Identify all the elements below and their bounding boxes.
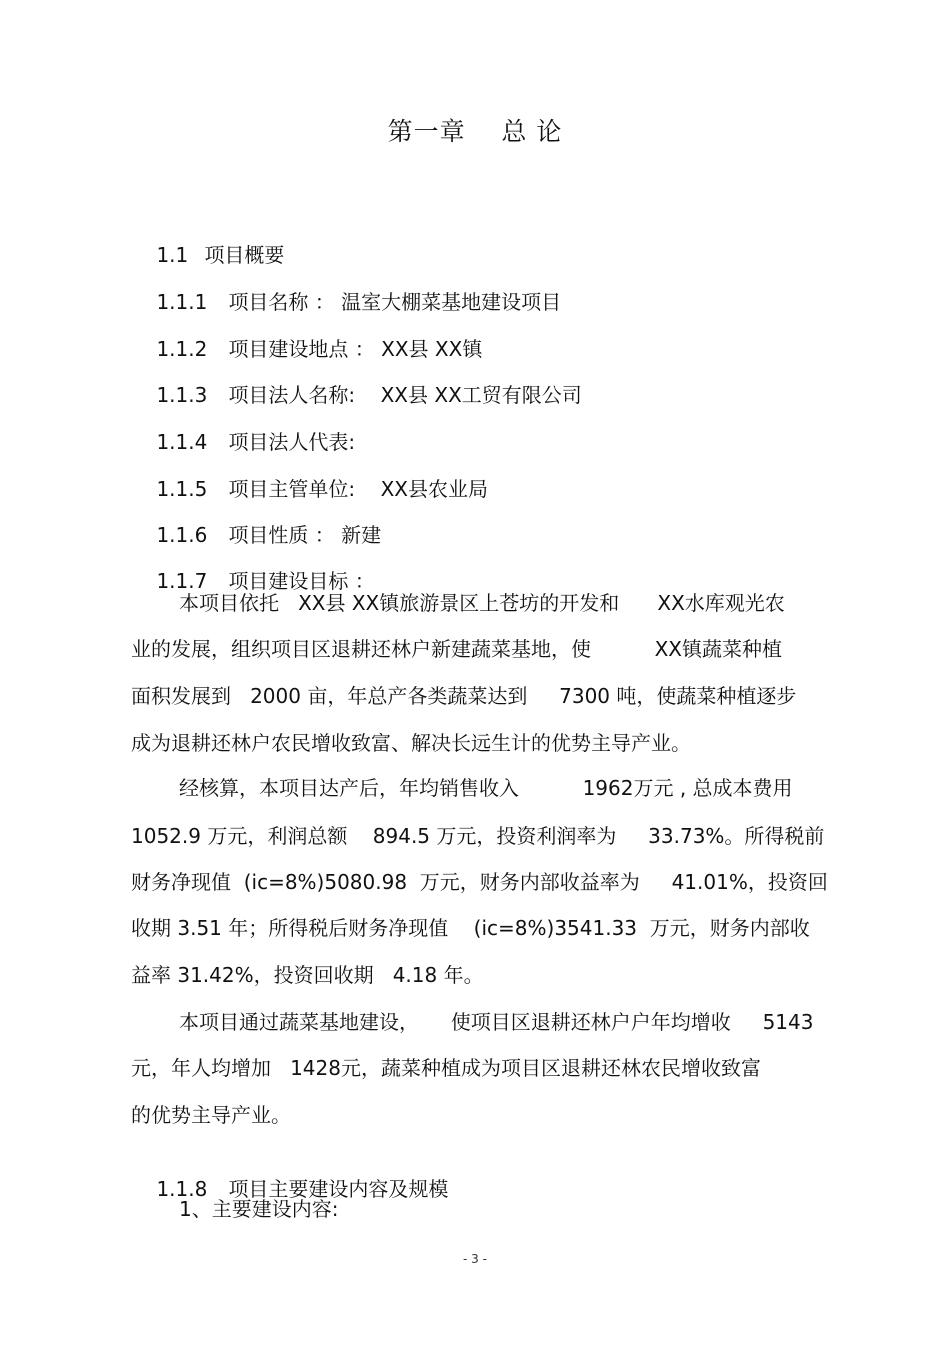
paragraph-1-line-4: 成为退耕还林户农民增收致富、解决长远生计的优势主导产业。: [131, 731, 691, 755]
section-number: 1.1: [156, 243, 189, 267]
item-text: 项目法人名称: XX县 XX工贸有限公司: [228, 383, 582, 407]
paragraph-3-line-3: 的优势主导产业。: [131, 1103, 291, 1127]
item-number: 1.1.5: [156, 477, 208, 501]
item-text: 项目建设地点 ： XX县 XX镇: [228, 337, 483, 361]
item-number: 1.1.7: [156, 569, 208, 593]
paragraph-2-line-5: 益率 31.42%，投资回收期 4.18 年。: [131, 963, 484, 987]
paragraph-3-line-2: 元，年人均增加 1428元，蔬菜种植成为项目区退耕还林农民增收致富: [131, 1056, 761, 1080]
item-number: 1.1.3: [156, 383, 208, 407]
item-number: 1.1.8: [156, 1177, 208, 1201]
sub-item-1: 1、主要建设内容:: [179, 1197, 339, 1221]
item-number: 1.1.2: [156, 337, 208, 361]
paragraph-2-line-2: 1052.9 万元，利润总额 894.5 万元，投资利润率为 33.73%。所得税前: [131, 824, 825, 848]
paragraph-2-line-3: 财务净现值 (ic=8%)5080.98 万元，财务内部收益率为 41.01%，投资回: [131, 870, 828, 894]
paragraph-1-line-3: 面积发展到 2000 亩，年总产各类蔬菜达到 7300 吨，使蔬菜种植逐步: [131, 684, 797, 708]
item-text: 项目名称 ： 温室大棚菜基地建设项目: [228, 290, 562, 314]
item-text: 项目主要建设内容及规模: [228, 1177, 449, 1201]
paragraph-3-line-1: 本项目通过蔬菜基地建设， 使项目区退耕还林户户年均增收 5143: [179, 1010, 814, 1034]
item-number: 1.1.6: [156, 523, 208, 547]
item-text: 项目法人代表:: [228, 430, 356, 454]
item-number: 1.1.1: [156, 290, 208, 314]
paragraph-1-line-1: 本项目依托 XX县 XX镇旅游景区上苍坊的开发和 XX水库观光农: [179, 591, 785, 615]
item-text: 项目建设目标 ：: [228, 569, 375, 593]
item-text: 项目主管单位: XX县农业局: [228, 477, 489, 501]
section-title: 项目概要: [204, 243, 285, 267]
item-text: 项目性质 ： 新建: [228, 523, 382, 547]
page-number: - 3 -: [463, 1252, 487, 1266]
chapter-title: 第一章 总 论: [387, 117, 563, 146]
item-number: 1.1.4: [156, 430, 208, 454]
paragraph-2-line-4: 收期 3.51 年；所得税后财务净现值 (ic=8%)3541.33 万元，财务内部收: [131, 916, 810, 940]
paragraph-1-line-2: 业的发展，组织项目区退耕还林户新建蔬菜基地，使 XX镇蔬菜种植: [131, 637, 782, 661]
paragraph-2-line-1: 经核算，本项目达产后，年均销售收入 1962万元 , 总成本费用: [179, 776, 793, 800]
